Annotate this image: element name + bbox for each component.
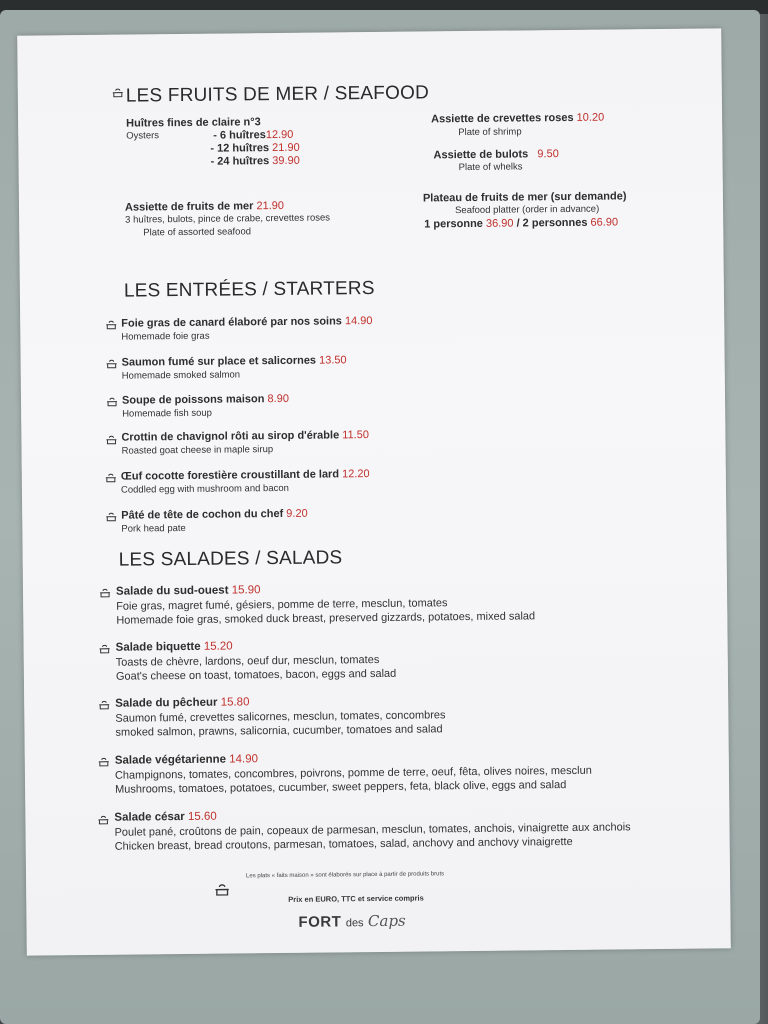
starter-item: Œuf cocotte forestière croustillant de lard 12.20 — [120, 468, 370, 483]
pot-icon — [98, 699, 110, 711]
oysters-title: Huîtres fines de claire n°3 — [126, 116, 261, 130]
homemade-note: Les plats « faits maison » sont élaborés sur place à partir de produits bruts — [245, 871, 445, 880]
oyster-row: - 24 huîtres 39.90 — [210, 154, 300, 168]
starter-item: Crottin de chavignol rôti au sirop d'érable 11.50 — [121, 429, 370, 444]
shrimp-title: Assiette de crevettes roses 10.20 — [431, 111, 605, 126]
assorted-en: Plate of assorted seafood — [143, 226, 252, 239]
salad-item-fr: Champignons, tomates, concombres, poivrons, pomme de terre, oeuf, fêta, olives noires, mesclun — [114, 764, 592, 782]
pot-icon — [105, 472, 117, 484]
starter-item-en: Roasted goat cheese in maple sirup — [121, 444, 274, 457]
shrimp-en: Plate of shrimp — [458, 126, 522, 139]
pot-icon — [106, 358, 118, 370]
pot-icon — [105, 319, 117, 331]
pot-icon — [99, 643, 111, 655]
oysters-en: Oysters — [126, 130, 160, 142]
logo-des: des — [345, 917, 364, 930]
salad-item-en: Homemade foie gras, smoked duck breast, preserved gizzards, potatoes, mixed salad — [116, 610, 536, 627]
assorted-title: Assiette de fruits de mer 21.90 — [124, 199, 285, 214]
pot-icon — [112, 87, 124, 99]
salad-item-fr: Foie gras, magret fumé, gésiers, pomme de terre, mesclun, tomates — [116, 597, 448, 613]
pot-icon — [106, 396, 118, 408]
salad-item-en: Goat's cheese on toast, tomatoes, bacon, eggs and salad — [115, 667, 397, 683]
salad-item: Salade du pêcheur 15.80 — [115, 696, 250, 710]
pot-icon — [99, 587, 111, 599]
salad-item: Salade du sud-ouest 15.90 — [115, 584, 261, 598]
pot-icon — [214, 882, 230, 898]
seafood-title: LES FRUITS DE MER / SEAFOOD — [125, 82, 430, 107]
salad-item-fr: Toasts de chèvre, lardons, oeuf dur, mesclun, tomates — [115, 653, 380, 669]
starter-item-en: Coddled egg with mushroom and bacon — [120, 482, 289, 496]
salad-item-en: Chicken breast, bread croutons, parmesan, tomatoes, salad, anchovy and anchovy vinaigrette — [114, 835, 573, 853]
oyster-row: - 12 huîtres 21.90 — [210, 141, 300, 155]
starter-item: Soupe de poissons maison 8.90 — [121, 392, 289, 407]
oyster-row: - 6 huîtres12.90 — [213, 128, 294, 142]
starter-item-en: Homemade fish soup — [122, 407, 213, 420]
starter-item-en: Homemade foie gras — [121, 330, 210, 343]
starter-item-en: Pork head pate — [121, 522, 186, 535]
starter-item: Saumon fumé sur place et salicornes 13.50 — [121, 354, 347, 369]
starter-item-en: Homemade smoked salmon — [121, 369, 241, 382]
salad-item-en: Mushrooms, tomatoes, potatoes, cucumber, sweet peppers, feta, black olive, eggs and salad — [115, 779, 567, 796]
starter-item: Pâté de tête de cochon du chef 9.20 — [121, 507, 308, 522]
logo-fort: FORT — [298, 913, 342, 931]
salad-item-fr: Saumon fumé, crevettes salicornes, mesclun, tomates, concombres — [115, 709, 446, 725]
restaurant-logo — [298, 912, 405, 932]
logo-caps: Caps — [367, 911, 406, 931]
salad-item-en: smoked salmon, prawns, salicornia, cucumber, tomatoes and salad — [115, 723, 443, 739]
menu-page — [17, 28, 731, 955]
pot-icon — [105, 434, 117, 446]
pot-icon — [98, 756, 110, 768]
platter-title: Plateau de fruits de mer (sur demande) — [422, 190, 627, 205]
whelks-en: Plate of whelks — [458, 161, 523, 174]
assorted-desc: 3 huîtres, bulots, pince de crabe, crevettes roses — [125, 212, 331, 226]
platter-en: Seafood platter (order in advance) — [455, 203, 600, 217]
prices-note: Prix en EURO, TTC et service compris — [288, 893, 424, 904]
starters-title: LES ENTRÉES / STARTERS — [123, 277, 375, 302]
salad-item: Salade végétarienne 14.90 — [114, 753, 259, 767]
salad-item: Salade biquette 15.20 — [115, 640, 233, 654]
whelks-title: Assiette de bulots 9.50 — [433, 148, 559, 162]
platter-prices: 1 personne 36.90 / 2 personnes 66.90 — [424, 216, 619, 231]
starter-item: Foie gras de canard élaboré par nos soins 14.90 — [121, 315, 373, 330]
salad-item: Salade césar 15.60 — [114, 810, 217, 824]
pot-icon — [105, 511, 117, 523]
pot-icon — [97, 814, 109, 826]
salad-item-fr: Poulet pané, croûtons de pain, copeaux de parmesan, mesclun, tomates, anchois, vinaigrette aux anchois — [114, 821, 631, 839]
salads-title: LES SALADES / SALADS — [118, 547, 343, 571]
